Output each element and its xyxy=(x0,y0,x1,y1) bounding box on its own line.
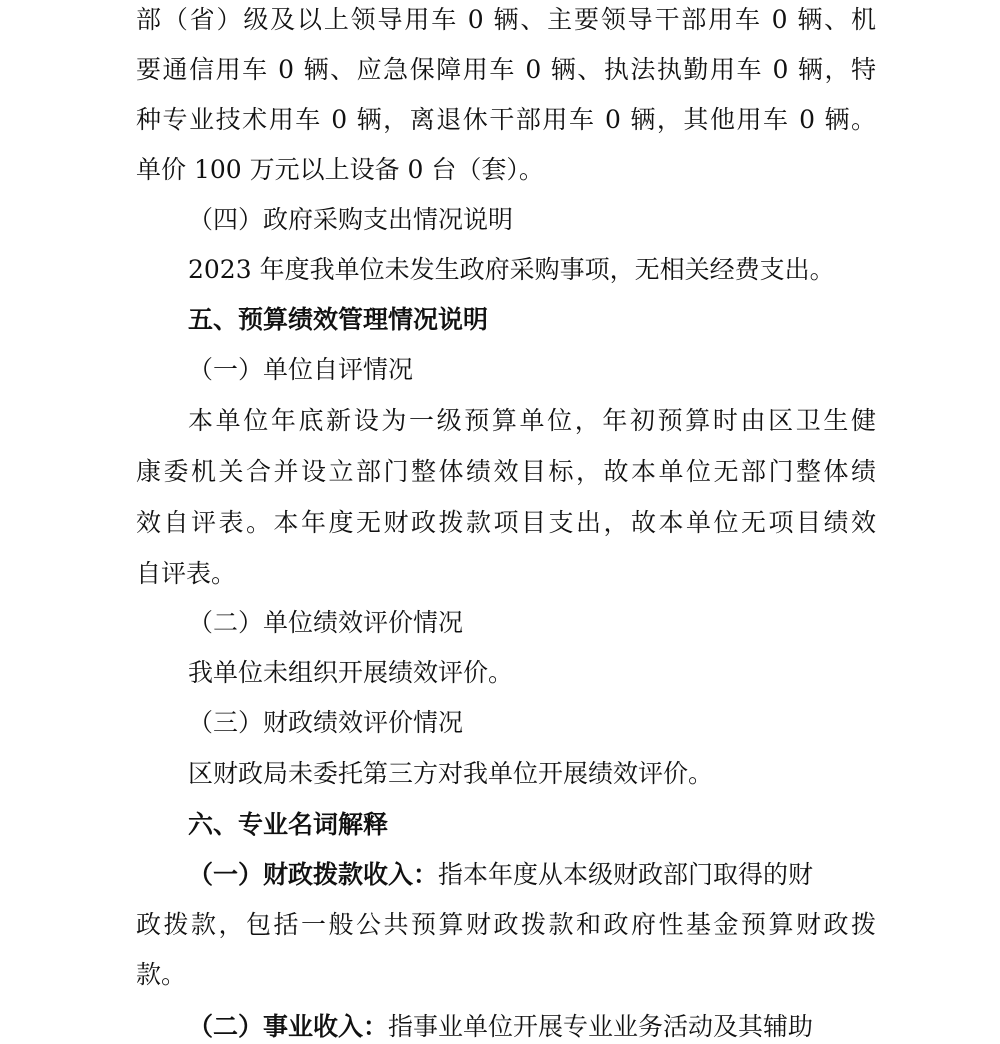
paragraph-line: 2023 年度我单位未发生政府采购事项，无相关经费支出。 xyxy=(188,255,835,284)
glossary-term-text: 指事业单位开展专业业务活动及其辅助 xyxy=(388,1012,814,1041)
paragraph-line: 区财政局未委托第三方对我单位开展绩效评价。 xyxy=(188,759,714,788)
paragraph-line: 部（省）级及以上领导用车 0 辆、主要领导干部用车 0 辆、机 xyxy=(136,5,876,34)
section-heading-performance: 五、预算绩效管理情况说明 xyxy=(188,305,489,334)
paragraph-line: 自评表。 xyxy=(136,559,237,588)
glossary-term-label: （一）财政拨款收入： xyxy=(188,860,439,889)
glossary-term-line xyxy=(188,858,876,892)
paragraph-line: 单价 100 万元以上设备 0 台（套）。 xyxy=(136,155,544,184)
subsection-heading-unit-eval: （二）单位绩效评价情况 xyxy=(188,608,464,637)
subsection-heading-self-eval: （一）单位自评情况 xyxy=(188,355,414,384)
paragraph-line: 种专业技术用车 0 辆，离退休干部用车 0 辆，其他用车 0 辆。 xyxy=(136,105,876,134)
subsection-heading-fiscal-eval: （三）财政绩效评价情况 xyxy=(188,708,464,737)
paragraph-line: 康委机关合并设立部门整体绩效目标，故本单位无部门整体绩 xyxy=(136,457,876,486)
glossary-term-label: （二）事业收入： xyxy=(188,1012,389,1041)
paragraph-line: 款。 xyxy=(136,960,187,989)
section-heading-glossary: 六、专业名词解释 xyxy=(188,810,389,839)
paragraph-line: 政拨款，包括一般公共预算财政拨款和政府性基金预算财政拨 xyxy=(136,910,876,939)
subsection-heading-procurement: （四）政府采购支出情况说明 xyxy=(188,205,514,234)
glossary-term-line xyxy=(188,1010,876,1044)
paragraph-line: 我单位未组织开展绩效评价。 xyxy=(188,658,514,687)
paragraph-line: 效自评表。本年度无财政拨款项目支出，故本单位无项目绩效 xyxy=(136,508,876,537)
paragraph-line: 本单位年底新设为一级预算单位，年初预算时由区卫生健 xyxy=(188,406,876,435)
glossary-term-text: 指本年度从本级财政部门取得的财 xyxy=(438,860,814,889)
paragraph-line: 要通信用车 0 辆、应急保障用车 0 辆、执法执勤用车 0 辆，特 xyxy=(136,55,876,84)
